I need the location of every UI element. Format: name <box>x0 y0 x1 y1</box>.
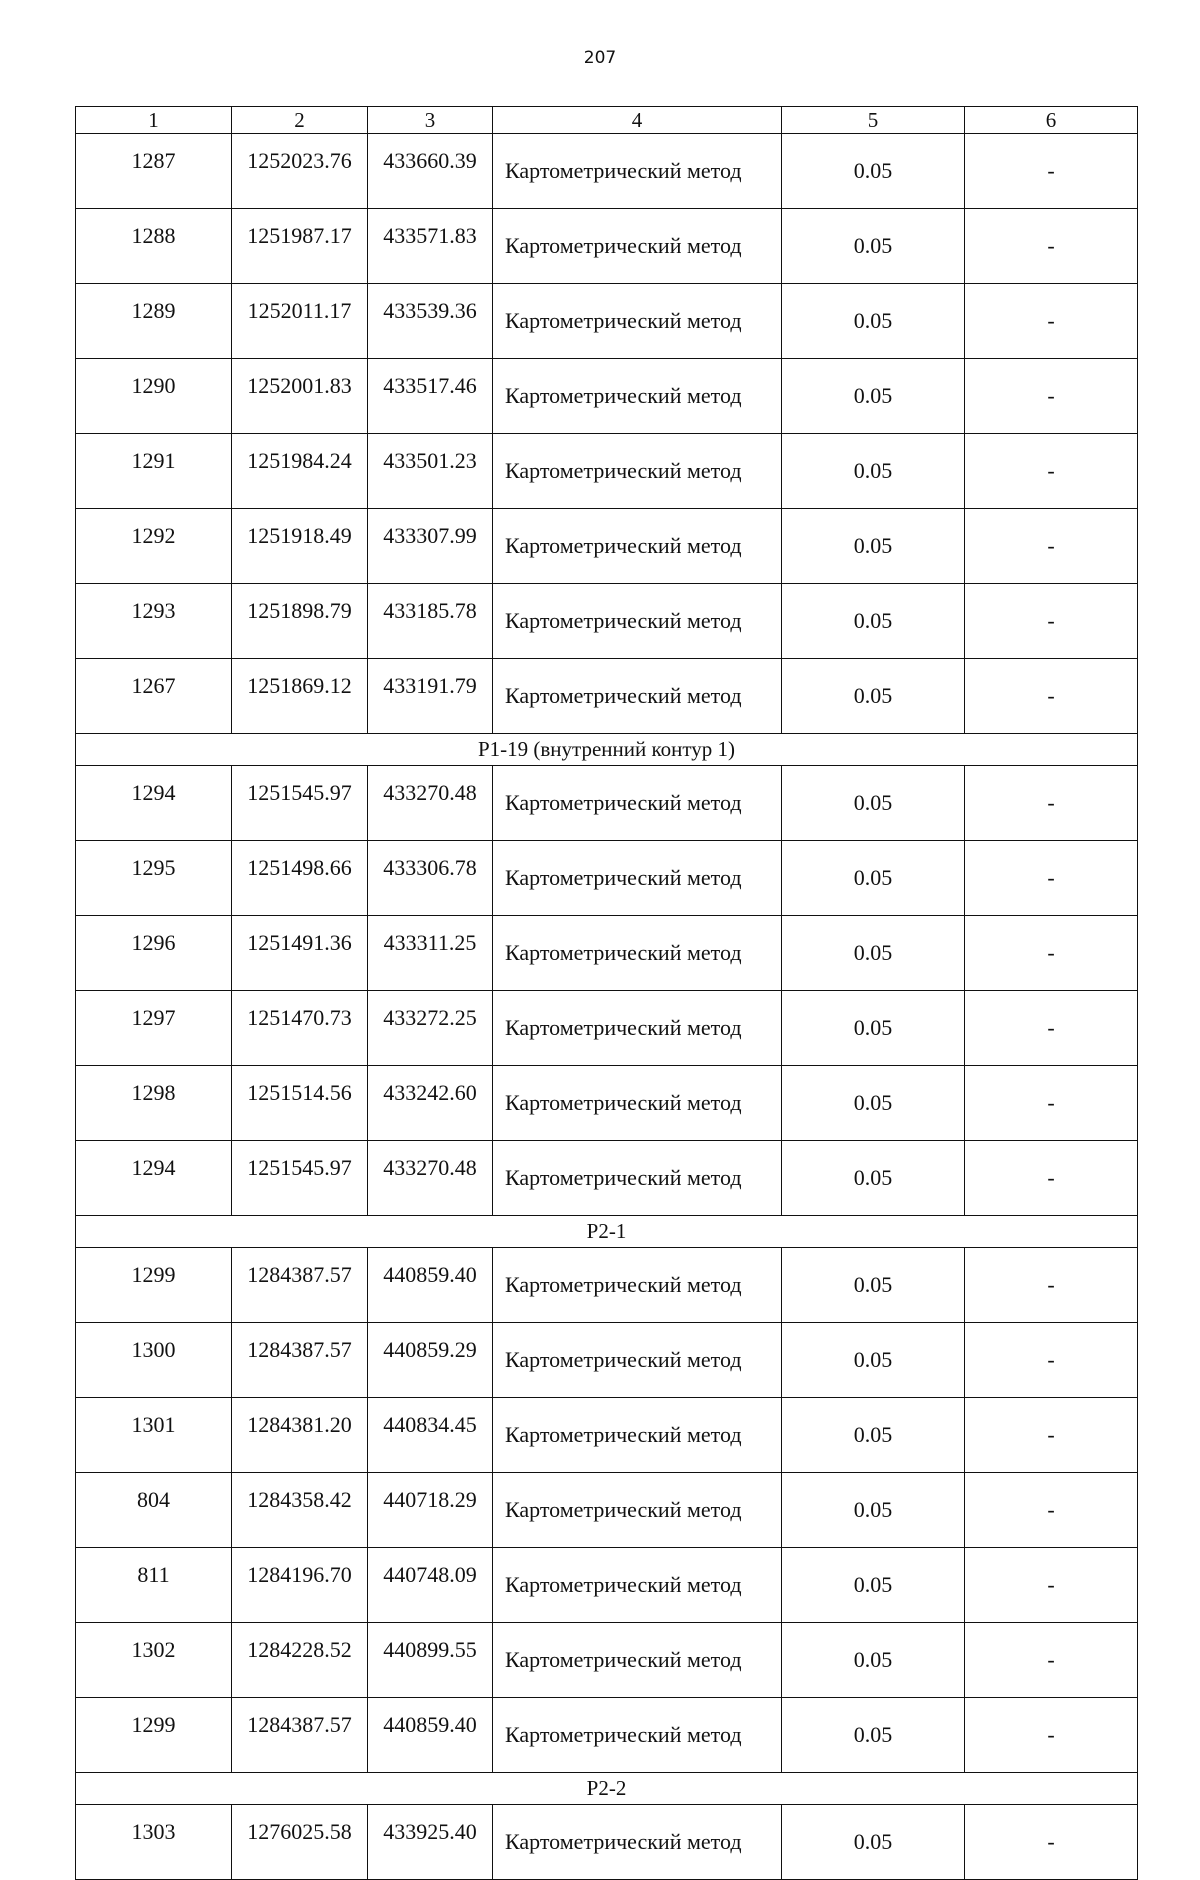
method-cell: Картометрический метод <box>493 1548 782 1623</box>
y-coordinate-cell: 440899.55 <box>368 1623 493 1698</box>
accuracy-cell: 0.05 <box>782 284 965 359</box>
table-row <box>76 991 1138 1066</box>
x-coordinate-cell: 1251984.24 <box>232 434 368 509</box>
note-cell: - <box>965 916 1138 991</box>
point-number-cell: 1295 <box>76 841 232 916</box>
accuracy-cell: 0.05 <box>782 509 965 584</box>
accuracy-cell: 0.05 <box>782 1805 965 1880</box>
table-header-row <box>76 107 1138 134</box>
table-row <box>76 509 1138 584</box>
accuracy-cell: 0.05 <box>782 1623 965 1698</box>
table-row <box>76 584 1138 659</box>
point-number-cell: 1294 <box>76 1141 232 1216</box>
x-coordinate-cell: 1284228.52 <box>232 1623 368 1698</box>
note-cell: - <box>965 209 1138 284</box>
y-coordinate-cell: 433272.25 <box>368 991 493 1066</box>
x-coordinate-cell: 1251545.97 <box>232 766 368 841</box>
header-cell: 3 <box>368 107 493 134</box>
accuracy-cell: 0.05 <box>782 766 965 841</box>
y-coordinate-cell: 440859.40 <box>368 1248 493 1323</box>
coordinates-table-body <box>76 107 1138 1880</box>
x-coordinate-cell: 1251898.79 <box>232 584 368 659</box>
section-title: Р2-2 <box>76 1773 1138 1805</box>
point-number-cell: 1297 <box>76 991 232 1066</box>
note-cell: - <box>965 1398 1138 1473</box>
note-cell: - <box>965 991 1138 1066</box>
method-cell: Картометрический метод <box>493 1323 782 1398</box>
table-row <box>76 1248 1138 1323</box>
header-cell: 6 <box>965 107 1138 134</box>
point-number-cell: 1303 <box>76 1805 232 1880</box>
point-number-cell: 1296 <box>76 916 232 991</box>
note-cell: - <box>965 1066 1138 1141</box>
method-cell: Картометрический метод <box>493 1805 782 1880</box>
section-title: Р1-19 (внутренний контур 1) <box>76 734 1138 766</box>
point-number-cell: 1290 <box>76 359 232 434</box>
y-coordinate-cell: 433571.83 <box>368 209 493 284</box>
y-coordinate-cell: 433185.78 <box>368 584 493 659</box>
note-cell: - <box>965 1473 1138 1548</box>
method-cell: Картометрический метод <box>493 134 782 209</box>
x-coordinate-cell: 1284381.20 <box>232 1398 368 1473</box>
accuracy-cell: 0.05 <box>782 359 965 434</box>
point-number-cell: 1267 <box>76 659 232 734</box>
accuracy-cell: 0.05 <box>782 434 965 509</box>
note-cell: - <box>965 434 1138 509</box>
x-coordinate-cell: 1251491.36 <box>232 916 368 991</box>
x-coordinate-cell: 1251470.73 <box>232 991 368 1066</box>
table-row <box>76 134 1138 209</box>
x-coordinate-cell: 1284358.42 <box>232 1473 368 1548</box>
table-row <box>76 359 1138 434</box>
point-number-cell: 1291 <box>76 434 232 509</box>
accuracy-cell: 0.05 <box>782 1141 965 1216</box>
note-cell: - <box>965 659 1138 734</box>
method-cell: Картометрический метод <box>493 991 782 1066</box>
method-cell: Картометрический метод <box>493 359 782 434</box>
y-coordinate-cell: 440718.29 <box>368 1473 493 1548</box>
x-coordinate-cell: 1284387.57 <box>232 1248 368 1323</box>
x-coordinate-cell: 1251869.12 <box>232 659 368 734</box>
coordinates-table <box>75 106 1138 1880</box>
y-coordinate-cell: 433517.46 <box>368 359 493 434</box>
y-coordinate-cell: 440859.29 <box>368 1323 493 1398</box>
method-cell: Картометрический метод <box>493 434 782 509</box>
header-cell: 2 <box>232 107 368 134</box>
method-cell: Картометрический метод <box>493 766 782 841</box>
note-cell: - <box>965 1698 1138 1773</box>
table-row <box>76 916 1138 991</box>
method-cell: Картометрический метод <box>493 1248 782 1323</box>
y-coordinate-cell: 440748.09 <box>368 1548 493 1623</box>
point-number-cell: 1301 <box>76 1398 232 1473</box>
note-cell: - <box>965 134 1138 209</box>
x-coordinate-cell: 1252001.83 <box>232 359 368 434</box>
note-cell: - <box>965 1548 1138 1623</box>
x-coordinate-cell: 1251987.17 <box>232 209 368 284</box>
section-title: Р2-1 <box>76 1216 1138 1248</box>
note-cell: - <box>965 1623 1138 1698</box>
table-row <box>76 1398 1138 1473</box>
table-row <box>76 659 1138 734</box>
method-cell: Картометрический метод <box>493 1698 782 1773</box>
table-row <box>76 1323 1138 1398</box>
method-cell: Картометрический метод <box>493 1473 782 1548</box>
y-coordinate-cell: 433311.25 <box>368 916 493 991</box>
accuracy-cell: 0.05 <box>782 1548 965 1623</box>
accuracy-cell: 0.05 <box>782 209 965 284</box>
y-coordinate-cell: 433270.48 <box>368 1141 493 1216</box>
table-row <box>76 1141 1138 1216</box>
method-cell: Картометрический метод <box>493 841 782 916</box>
y-coordinate-cell: 433539.36 <box>368 284 493 359</box>
table-row <box>76 434 1138 509</box>
accuracy-cell: 0.05 <box>782 134 965 209</box>
note-cell: - <box>965 1805 1138 1880</box>
accuracy-cell: 0.05 <box>782 659 965 734</box>
table-row <box>76 1473 1138 1548</box>
x-coordinate-cell: 1252023.76 <box>232 134 368 209</box>
section-row <box>76 734 1138 766</box>
section-row <box>76 1216 1138 1248</box>
point-number-cell: 1294 <box>76 766 232 841</box>
y-coordinate-cell: 433660.39 <box>368 134 493 209</box>
y-coordinate-cell: 433270.48 <box>368 766 493 841</box>
table-row <box>76 1805 1138 1880</box>
page-number: 207 <box>583 48 617 68</box>
accuracy-cell: 0.05 <box>782 991 965 1066</box>
table-row <box>76 841 1138 916</box>
method-cell: Картометрический метод <box>493 584 782 659</box>
point-number-cell: 811 <box>76 1548 232 1623</box>
y-coordinate-cell: 433191.79 <box>368 659 493 734</box>
note-cell: - <box>965 1248 1138 1323</box>
table-row <box>76 209 1138 284</box>
method-cell: Картометрический метод <box>493 659 782 734</box>
x-coordinate-cell: 1276025.58 <box>232 1805 368 1880</box>
header-cell: 1 <box>76 107 232 134</box>
section-row <box>76 1773 1138 1805</box>
table-row <box>76 284 1138 359</box>
note-cell: - <box>965 766 1138 841</box>
note-cell: - <box>965 1141 1138 1216</box>
accuracy-cell: 0.05 <box>782 1323 965 1398</box>
accuracy-cell: 0.05 <box>782 584 965 659</box>
accuracy-cell: 0.05 <box>782 1698 965 1773</box>
y-coordinate-cell: 433501.23 <box>368 434 493 509</box>
table-row <box>76 766 1138 841</box>
point-number-cell: 1292 <box>76 509 232 584</box>
method-cell: Картометрический метод <box>493 284 782 359</box>
accuracy-cell: 0.05 <box>782 1473 965 1548</box>
x-coordinate-cell: 1284387.57 <box>232 1323 368 1398</box>
table-row <box>76 1066 1138 1141</box>
point-number-cell: 1299 <box>76 1698 232 1773</box>
y-coordinate-cell: 440859.40 <box>368 1698 493 1773</box>
method-cell: Картометрический метод <box>493 1141 782 1216</box>
accuracy-cell: 0.05 <box>782 841 965 916</box>
point-number-cell: 1288 <box>76 209 232 284</box>
x-coordinate-cell: 1251514.56 <box>232 1066 368 1141</box>
table-row <box>76 1623 1138 1698</box>
point-number-cell: 1300 <box>76 1323 232 1398</box>
note-cell: - <box>965 1323 1138 1398</box>
point-number-cell: 1302 <box>76 1623 232 1698</box>
point-number-cell: 1293 <box>76 584 232 659</box>
method-cell: Картометрический метод <box>493 1066 782 1141</box>
y-coordinate-cell: 440834.45 <box>368 1398 493 1473</box>
note-cell: - <box>965 359 1138 434</box>
point-number-cell: 1289 <box>76 284 232 359</box>
accuracy-cell: 0.05 <box>782 916 965 991</box>
note-cell: - <box>965 509 1138 584</box>
x-coordinate-cell: 1251918.49 <box>232 509 368 584</box>
method-cell: Картометрический метод <box>493 509 782 584</box>
x-coordinate-cell: 1251545.97 <box>232 1141 368 1216</box>
point-number-cell: 1298 <box>76 1066 232 1141</box>
table-row <box>76 1698 1138 1773</box>
y-coordinate-cell: 433306.78 <box>368 841 493 916</box>
x-coordinate-cell: 1284196.70 <box>232 1548 368 1623</box>
method-cell: Картометрический метод <box>493 1623 782 1698</box>
method-cell: Картометрический метод <box>493 916 782 991</box>
accuracy-cell: 0.05 <box>782 1248 965 1323</box>
note-cell: - <box>965 584 1138 659</box>
accuracy-cell: 0.05 <box>782 1398 965 1473</box>
note-cell: - <box>965 841 1138 916</box>
point-number-cell: 1299 <box>76 1248 232 1323</box>
header-cell: 4 <box>493 107 782 134</box>
method-cell: Картометрический метод <box>493 1398 782 1473</box>
x-coordinate-cell: 1284387.57 <box>232 1698 368 1773</box>
note-cell: - <box>965 284 1138 359</box>
point-number-cell: 1287 <box>76 134 232 209</box>
y-coordinate-cell: 433242.60 <box>368 1066 493 1141</box>
method-cell: Картометрический метод <box>493 209 782 284</box>
y-coordinate-cell: 433925.40 <box>368 1805 493 1880</box>
point-number-cell: 804 <box>76 1473 232 1548</box>
header-cell: 5 <box>782 107 965 134</box>
x-coordinate-cell: 1251498.66 <box>232 841 368 916</box>
y-coordinate-cell: 433307.99 <box>368 509 493 584</box>
table-row <box>76 1548 1138 1623</box>
x-coordinate-cell: 1252011.17 <box>232 284 368 359</box>
accuracy-cell: 0.05 <box>782 1066 965 1141</box>
